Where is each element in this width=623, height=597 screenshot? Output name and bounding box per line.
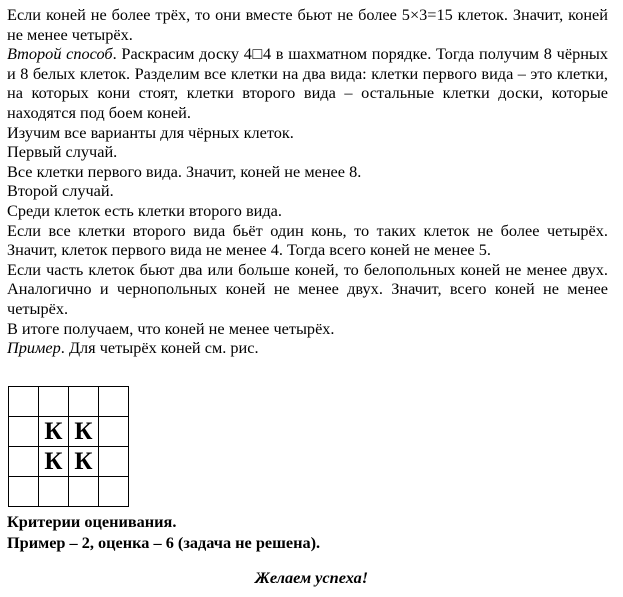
board-cell: К	[39, 417, 69, 447]
paragraph-11	[7, 338, 608, 358]
board-cell	[39, 477, 69, 507]
paragraph-10: В итоге получаем, что коней не менее четырёх.	[7, 318, 335, 338]
paragraph-4: Первый случай.	[7, 142, 118, 162]
board-cell	[99, 447, 129, 477]
board-cell: К	[69, 417, 99, 447]
criteria-block	[7, 511, 320, 553]
paragraph-3: Изучим все варианты для чёрных клеток.	[7, 122, 294, 142]
board-row	[9, 447, 129, 477]
example-text: . Для четырёх коней см. рис.	[60, 338, 259, 358]
paragraph-2	[7, 44, 608, 122]
board-cell: К	[69, 447, 99, 477]
board-row	[9, 417, 129, 447]
board-row	[9, 387, 129, 417]
board-cell	[69, 477, 99, 507]
criteria-line: Пример – 2, оценка – 6 (задача не решена).	[7, 533, 321, 552]
method-label: Второй способ	[7, 44, 113, 64]
board-cell	[99, 387, 129, 417]
paragraph-5: Все клетки первого вида. Значит, коней не менее 8.	[7, 161, 362, 181]
board-cell: К	[39, 447, 69, 477]
board-row	[9, 477, 129, 507]
paragraph-8: Если все клетки второго вида бьёт один конь, то таких клеток не более четырёх. Значит, клеток первого вида не менее 4. Тогда всего коней не менее 5.	[7, 220, 608, 260]
board-cell	[9, 477, 39, 507]
board-cell	[9, 447, 39, 477]
paragraph-7: Среди клеток есть клетки второго вида.	[7, 200, 282, 220]
board-cell	[99, 417, 129, 447]
paragraph-9: Если часть клеток бьют два или больше коней, то белопольных коней не менее двух. Аналогично и чернопольных коней не менее двух. Значит, всего коней не менее четырёх.	[7, 259, 608, 318]
board-cell	[9, 417, 39, 447]
board-cell	[69, 387, 99, 417]
closing-wish: Желаем успеха!	[254, 568, 369, 587]
board-cell	[9, 387, 39, 417]
paragraph-1: Если коней не более трёх, то они вместе бьют не более 5×3=15 клеток. Значит, коней не менее четырёх.	[7, 5, 608, 44]
board-cell	[99, 477, 129, 507]
document-body	[7, 5, 608, 358]
example-label: Пример	[7, 338, 61, 358]
method-text: . Раскрасим доску 4□4 в шахматном порядке. Тогда получим 8 чёрных и 8 белых клеток. Разделим все клетки на два вида: клетки первого вида – это клетки, на которых кони стоят, клетки второго вида – остальные клетки доски, которые находятся под боем коней.	[7, 44, 608, 122]
chess-board	[8, 386, 129, 507]
paragraph-6: Второй случай.	[7, 181, 114, 201]
board-cell	[39, 387, 69, 417]
criteria-title: Критерии оценивания.	[7, 512, 177, 531]
